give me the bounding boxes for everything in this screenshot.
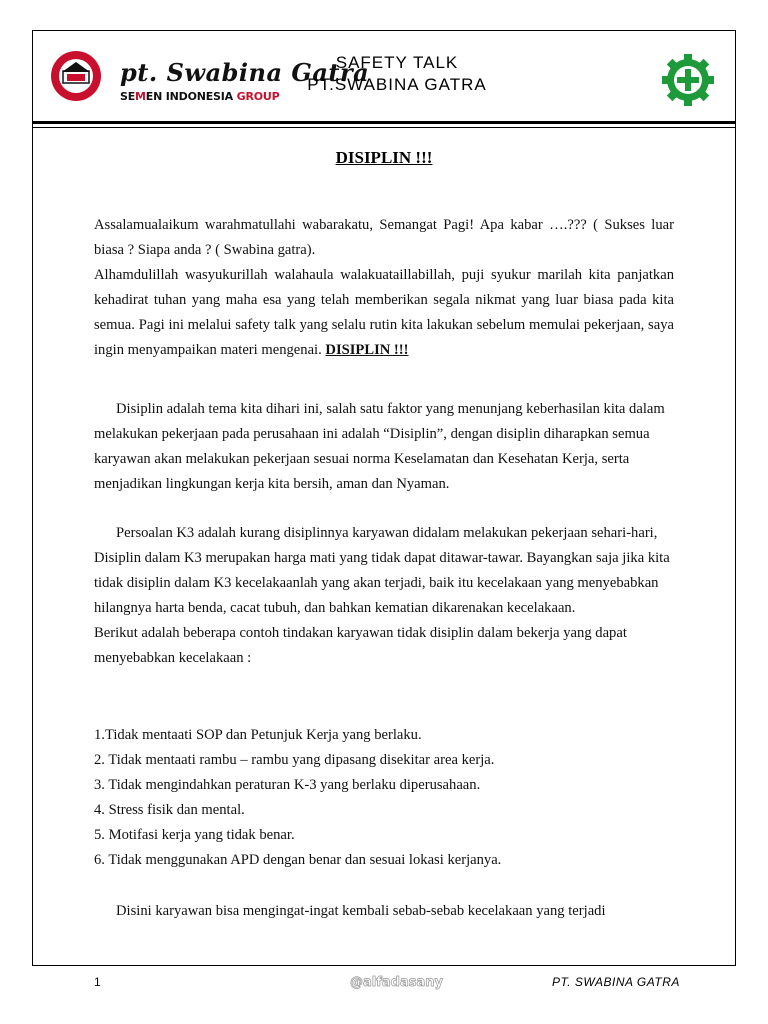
- list-intro-paragraph: Berikut adalah beberapa contoh tindakan karyawan tidak disiplin dalam bekerja yang dapat menyebabkan kecelakaan :: [94, 625, 627, 666]
- watermark: @alfadasany: [350, 975, 443, 990]
- company-logo-name: pt. Swabina Gatra: [120, 58, 370, 87]
- intro-section: [94, 213, 674, 363]
- page-footer: [0, 975, 768, 995]
- document-title: DISIPLIN !!!: [335, 148, 433, 167]
- k3-section: [94, 521, 674, 671]
- intro-greeting: Assalamualaikum warahmatullahi wabarakatu, Semangat Pagi! Apa kabar ….??? ( Sukses luar biasa ? Siapa anda ? ( Swabina gatra).: [94, 217, 674, 258]
- list-item: 6. Tidak menggunakan APD dengan benar dan sesuai lokasi kerjanya.: [94, 852, 502, 868]
- list-item: 5. Motifasi kerja yang tidak benar.: [94, 827, 295, 843]
- undisciplined-actions-list: [94, 723, 674, 873]
- list-item: 1.Tidak mentaati SOP dan Petunjuk Kerja yang berlaku.: [94, 727, 422, 743]
- closing-paragraph: Disini karyawan bisa mengingat-ingat kembali sebab-sebab kecelakaan yang terjadi: [116, 903, 606, 919]
- header-divider-thick: [32, 121, 736, 124]
- header-title-line1: SAFETY TALK: [335, 53, 459, 72]
- disiplin-paragraph: Disiplin adalah tema kita dihari ini, salah satu faktor yang menunjang keberhasilan kita dalam melakukan pekerjaan pada perusahaan ini adalah “Disiplin”, dengan disiplin diharapkan semua karyawan akan melakukan pekerjaan sesuai norma Keselamatan dan Kesehatan Kerja, serta menjadikan lingkungan kerja kita bersih, aman dan Nyaman.: [94, 401, 665, 492]
- page-number: 1: [94, 975, 101, 989]
- footer-company-name: PT. SWABINA GATRA: [552, 975, 680, 989]
- closing-section: [94, 899, 674, 924]
- k3-safety-gear-cross-icon: [660, 52, 716, 108]
- header-divider-thin: [32, 127, 736, 128]
- disiplin-section: [94, 397, 674, 497]
- company-seal-icon: [50, 50, 102, 102]
- header-title-line2: PT.SWABINA GATRA: [307, 75, 487, 94]
- k3-paragraph: Persoalan K3 adalah kurang disiplinnya karyawan didalam melakukan pekerjaan sehari-hari, Disiplin dalam K3 merupakan harga mati yang tidak dapat ditawar-tawar. Bayangkan saja jika kita tidak disiplin dalam K3 kecelakaanlah yang akan terjadi, baik itu kecelakaan yang menyebabkan hilangnya harta benda, cacat tubuh, dan bahkan kematian dikarenakan kecelakaan.: [94, 525, 670, 616]
- company-group-name: SEMEN INDONESIA GROUP: [120, 90, 280, 103]
- document-header: [32, 30, 736, 126]
- intro-emphasis: DISIPLIN !!!: [325, 342, 409, 358]
- list-item: 4. Stress fisik dan mental.: [94, 802, 245, 818]
- intro-paragraph: Alhamdulillah wasyukurillah walahaula walakuataillabillah, puji syukur marilah kita panjatkan kehadirat tuhan yang maha esa yang telah memberikan segala nikmat yang luar biasa pada kita semua. Pagi ini melalui safety talk yang selalu rutin kita lakukan sebelum memulai pekerjaan, saya ingin menyampaikan materi mengenai. DISIPLIN !!!: [94, 267, 674, 358]
- list-item: 3. Tidak mengindahkan peraturan K-3 yang berlaku diperusahaan.: [94, 777, 481, 793]
- list-item: 2. Tidak mentaati rambu – rambu yang dipasang disekitar area kerja.: [94, 752, 495, 768]
- header-title: [262, 52, 532, 96]
